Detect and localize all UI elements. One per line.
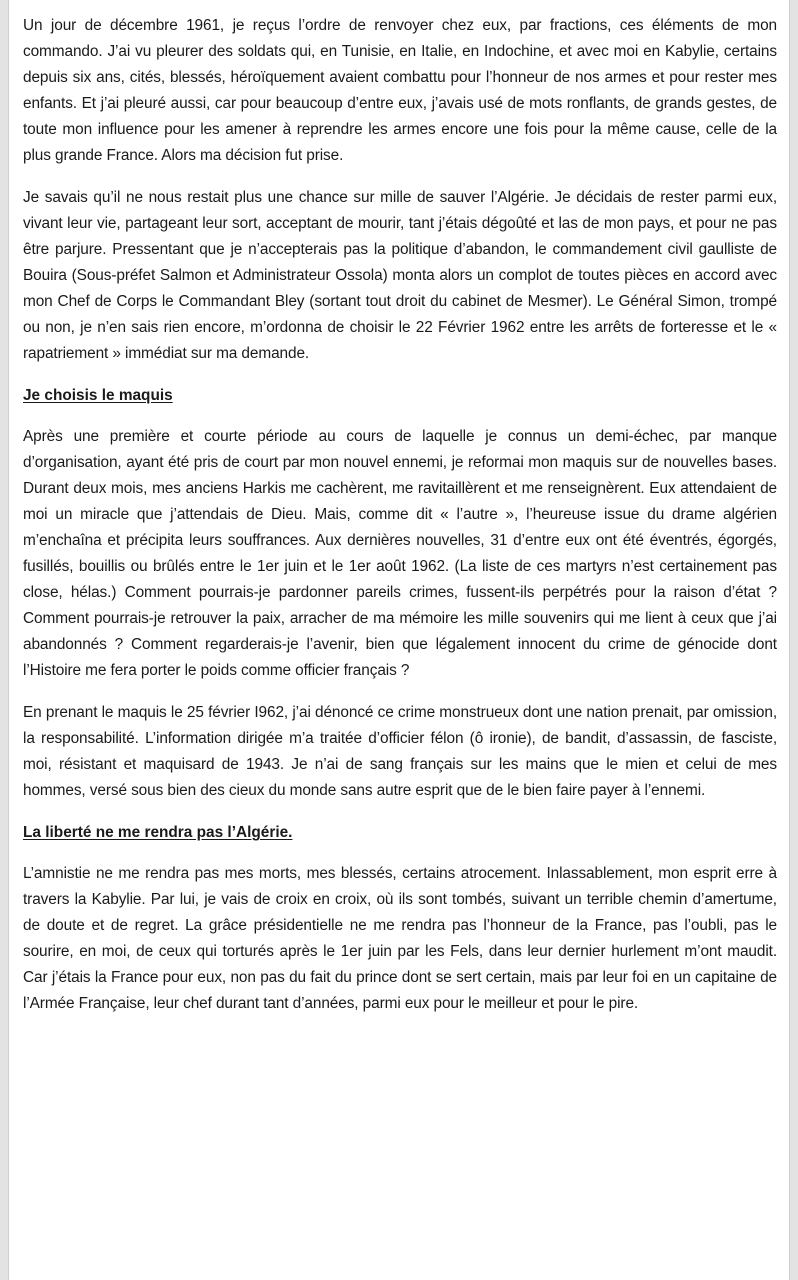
paragraph-1: Un jour de décembre 1961, je reçus l’ordre de renvoyer chez eux, par fractions, ces éléments de mon commando. J’ai vu pleurer des soldats qui, en Tunisie, en Italie, en Indochine, et avec moi en Kabylie, certains depuis six ans, cités, blessés, héroïquement avaient combattu pour l’honneur de nos armes et pour rester mes enfants. Et j’ai pleuré aussi, car pour beaucoup d’entre eux, j’avais usé de mots ronflants, de grands gestes, de toute mon influence pour les amener à reprendre les armes encore une fois pour la même cause, celle de la plus grande France. Alors ma décision fut prise. <box>23 17 777 164</box>
paragraph-3: Après une première et courte période au cours de laquelle je connus un demi-échec, par manque d’organisation, ayant été pris de court par mon nouvel ennemi, je reformai mon maquis sur de nouvelles bases. Durant deux mois, mes anciens Harkis me cachèrent, me ravitaillèrent et me renseignèrent. Eux attendaient de moi un miracle que j’attendais de Dieu. Mais, comme dit « l’autre », l’heureuse issue du drame algérien m’enchaîna et précipita leurs souffrances. Aux dernières nouvelles, 31 d’entre eux ont été éventrés, égorgés, fusillés, bouillis ou brûlés entre le 1er juin et le 1er août 1962. (La liste de ces martyrs n’est certainement pas close, hélas.) Comment pourrais-je pardonner pareils crimes, fussent-ils perpétrés pour la raison d’état ? Comment pourrais-je retrouver la paix, arracher de ma mémoire les mille souvenirs qui me lient à ceux que j’ai abandonnés ? Comment regarderais-je l’avenir, bien que légalement innocent du crime de génocide dont l’Histoire me fera porter le poids comme officier français ? <box>23 428 777 679</box>
document-page <box>8 0 790 1280</box>
document-body <box>9 0 789 1017</box>
paragraph-2: Je savais qu’il ne nous restait plus une chance sur mille de sauver l’Algérie. Je décidais de rester parmi eux, vivant leur vie, partageant leur sort, acceptant de mourir, tant j’étais dégoûté et las de mon pays, et pour ne pas être parjure. Pressentant que je n’accepterais pas la politique d’abandon, le commandement civil gaulliste de Bouira (Sous-préfet Salmon et Administrateur Ossola) monta alors un complot de toutes pièces en accord avec mon Chef de Corps le Commandant Bley (sortant tout droit du cabinet de Mesmer). Le Général Simon, trompé ou non, je n’en sais rien encore, m’ordonna de choisir le 22 Février 1962 entre les arrêts de forteresse et le « rapatriement » immédiat sur ma demande. <box>23 189 777 362</box>
paragraph-5: L’amnistie ne me rendra pas mes morts, mes blessés, certains atrocement. Inlassablement, mon esprit erre à travers la Kabylie. Par lui, je vais de croix en croix, où ils sont tombés, suivant un terrible chemin d’amertume, de doute et de regret. La grâce présidentielle ne me rendra pas l’honneur de la France, pas l’oubli, pas le sourire, en moi, de ceux qui torturés après le 1er juin par les Fels, dans leur dernier hurlement m’ont maudit. Car j’étais la France pour eux, non pas du fait du prince dont se sert certain, mais par leur foi en un capitaine de l’Armée Française, leur chef durant tant d’années, parmi eux pour le meilleur et pour le pire. <box>23 865 777 1012</box>
paragraph-4: En prenant le maquis le 25 février I962, j’ai dénoncé ce crime monstrueux dont une nation prenait, par omission, la responsabilité. L’information dirigée m’a traitée d’officier félon (ô ironie), de bandit, d’assassin, de fasciste, moi, résistant et maquisard de 1943. Je n’ai de sang français sur les mains que le mien et celui de mes hommes, versé sous bien des cieux du monde sans autre esprit que de le bien faire payer à l’ennemi. <box>23 704 777 799</box>
section-heading-liberte: La liberté ne me rendra pas l’Algérie. <box>23 824 293 841</box>
section-heading-maquis: Je choisis le maquis <box>23 387 173 404</box>
